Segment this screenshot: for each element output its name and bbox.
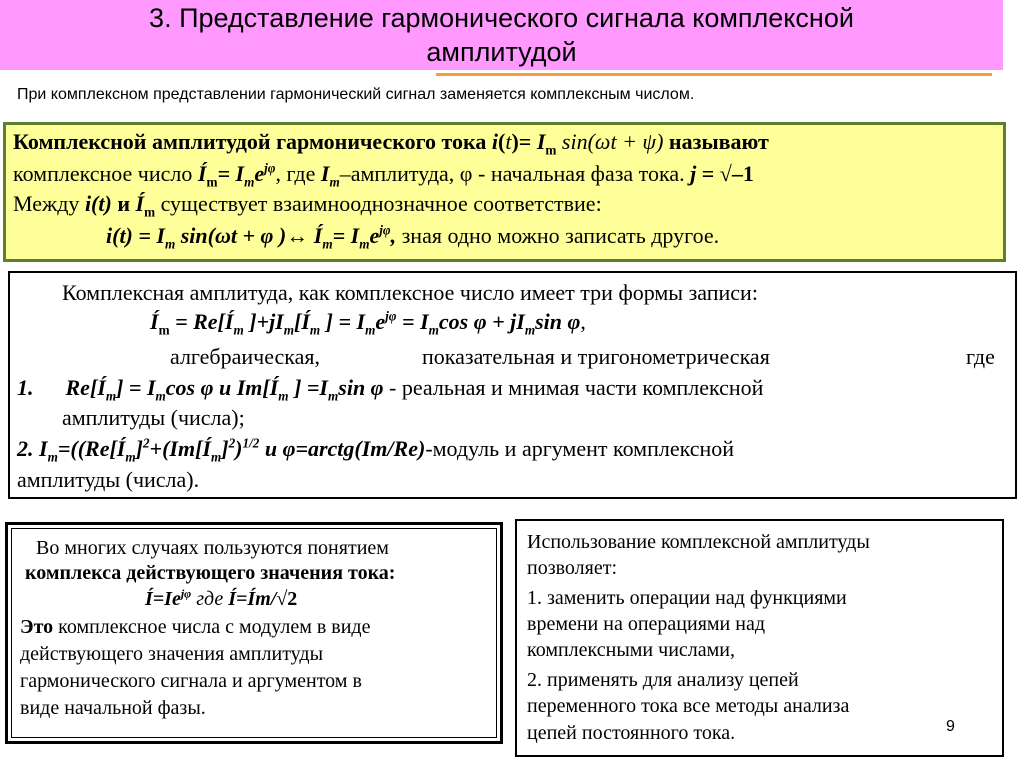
forms-line-2: $Í_m$ = $Re[Í_m$ ]$+jI_m[Í_m$ ] = $I_me^{j\varphi} = I_m\cos$ $\varphi + jI_m\sin$ φ,	[150, 308, 586, 338]
usage-line-5: комплексными числами,	[527, 639, 735, 661]
forms-line-3b: показательная и тригонометрическая	[422, 344, 770, 369]
title-line-2: амплитудой	[426, 37, 577, 67]
effective-line-7: виде начальной фазы.	[20, 697, 206, 719]
forms-line-5: амплитуды (числа);	[62, 405, 245, 430]
usage-line-7: переменного тока все методы анализа	[527, 695, 850, 717]
effective-value-box	[5, 522, 503, 744]
forms-line-3c: где	[966, 344, 995, 369]
usage-line-8: цепей постоянного тока.	[527, 722, 736, 744]
definition-line-2: комплексное число $Í_m= I_me^{j\varphi}$, где $I_m$–амплитуда, φ - начальная фаза тока. j = √–1	[13, 160, 754, 190]
title-banner	[0, 0, 1003, 70]
usage-box	[515, 519, 1004, 757]
forms-line-7: амплитуды (числа).	[17, 467, 200, 492]
effective-line-1: Во многих случаях пользуются понятием	[36, 537, 389, 559]
definition-line-4: $i(t) = I_m$ sin(ωt + φ )↔ $Í_m= I_me^{j\varphi}$, зная одно можно записать другое.	[106, 222, 720, 252]
effective-line-4: Это комплексное числа с модулем в виде	[20, 616, 371, 638]
title-underline	[436, 73, 992, 76]
page-number: 9	[946, 718, 955, 735]
intro-text: При комплексном представлении гармонический сигнал заменяется комплексным числом.	[17, 86, 695, 103]
usage-line-1: Использование комплексной амплитуды	[527, 531, 870, 553]
forms-line-1: Комплексная амплитуда, как комплексное число имеет три формы записи:	[62, 280, 758, 305]
forms-line-3a: алгебраическая,	[170, 344, 321, 369]
usage-line-6: 2. применять для анализу цепей	[527, 669, 799, 691]
usage-line-2: позволяет:	[527, 557, 617, 579]
title-line-1: 3. Представление гармонического сигнала комплексной	[149, 3, 854, 33]
usage-line-3: 1. заменить операции над функциями	[527, 587, 847, 609]
forms-line-4: 1. $Re[Í_m] = I_m\cos$ φ и $Im[Í_m$ ] $=I_m\sin$ φ - реальная и мнимая части комплексной	[17, 375, 764, 404]
effective-line-5: действующего значения амплитуды	[20, 643, 324, 665]
effective-line-6: гармонического сигнала и аргументом в	[20, 670, 362, 692]
definition-box	[3, 122, 1006, 262]
usage-line-4: времени на операциями над	[527, 613, 766, 635]
definition-line-3: Между i(t) и $Í_m$ существует взаимнооднозначное соответствие:	[13, 191, 602, 220]
definition-line-1: Комплексной амплитудой гармонического тока $i(t)= I_m$ sin(ωt + ψ) называют	[13, 129, 769, 158]
forms-line-6: 2. $I_m=((Re[Í_m]^2+(Im[Í_m]^2)^{1/2}$ и φ=arctg(Im/Re)-модуль и аргумент комплексной	[17, 435, 735, 465]
effective-line-3: $Í=Ie^{j\varphi}$ где Í=Ím/√2	[145, 586, 298, 610]
effective-line-2: комплекса действующего значения тока:	[25, 562, 396, 584]
forms-box	[8, 271, 1017, 499]
